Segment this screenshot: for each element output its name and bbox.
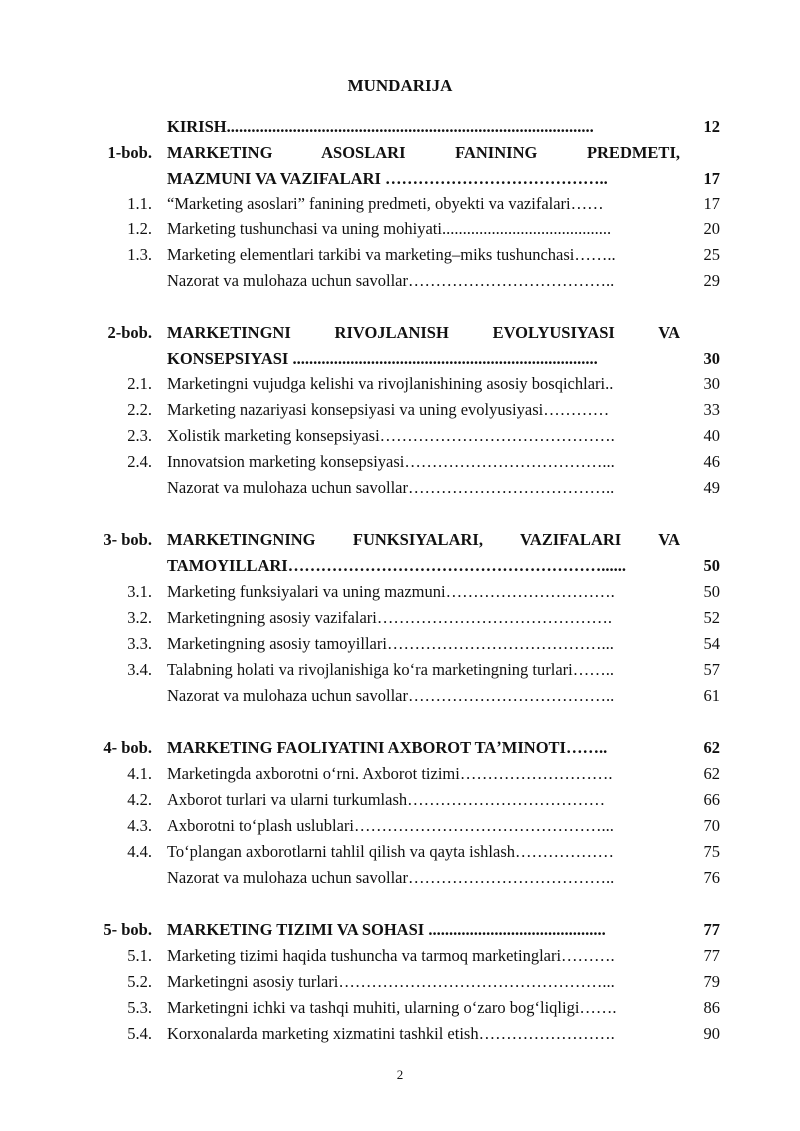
toc-entry-page: 17 bbox=[703, 169, 720, 188]
toc-entry-title: Marketing tizimi haqida tushuncha va tarmoq marketinglari………. bbox=[167, 946, 615, 965]
toc-entry-title: Axborotni toʻplash uslublari………………………………………... bbox=[167, 816, 614, 835]
toc-entry-title: Innovatsion marketing konsepsiyasi………………………………... bbox=[167, 452, 615, 471]
toc-entry-page: 25 bbox=[703, 245, 720, 264]
toc-entry-page: 17 bbox=[703, 194, 720, 213]
toc-entry-number: 3- bob. bbox=[103, 530, 152, 549]
toc-entry-title: Marketingda axborotni oʻrni. Axborot tizimi………………………. bbox=[167, 764, 613, 783]
toc-entry-title: Nazorat va mulohaza uchun savollar……………………………….. bbox=[167, 868, 615, 887]
toc-entry-number: 1-bob. bbox=[107, 143, 152, 162]
toc-entry-title: Marketingni vujudga kelishi va rivojlanishining asosiy bosqichlari.. bbox=[167, 374, 614, 393]
toc-entry-page: 86 bbox=[703, 998, 720, 1017]
toc-entry-number: 2-bob. bbox=[107, 323, 152, 342]
toc-entry-page: 77 bbox=[703, 920, 720, 939]
toc-entry-title: Toʻplangan axborotlarni tahlil qilish va qayta ishlash……………… bbox=[167, 842, 615, 861]
toc-entry-title: Xolistik marketing konsepsiyasi……………………………………. bbox=[167, 426, 615, 445]
toc-entry-number: 5- bob. bbox=[103, 920, 152, 939]
toc-entry-page: 57 bbox=[703, 660, 720, 679]
toc-entry-number: 3.2. bbox=[127, 608, 152, 627]
toc-entry-number: 2.4. bbox=[127, 452, 152, 471]
toc-entry-title: Nazorat va mulohaza uchun savollar……………………………….. bbox=[167, 271, 615, 290]
toc-entry-number: 1.3. bbox=[127, 245, 152, 264]
toc-entry-page: 54 bbox=[703, 634, 720, 653]
toc-entry-title: Marketingni ichki va tashqi muhiti, ularning oʻzaro bogʻliqligi……. bbox=[167, 998, 617, 1017]
toc-entry-title: KIRISH......................................................................................... bbox=[167, 117, 594, 136]
toc-entry-page: 62 bbox=[703, 738, 720, 757]
toc-entry-number: 3.4. bbox=[127, 660, 152, 679]
toc-entry-title: Marketing elementlari tarkibi va marketing–miks tushunchasi…….. bbox=[167, 245, 616, 264]
toc-entry-page: 90 bbox=[703, 1024, 720, 1043]
toc-entry-page: 52 bbox=[703, 608, 720, 627]
toc-entry-page: 40 bbox=[703, 426, 720, 445]
toc-entry-number: 4.3. bbox=[127, 816, 152, 835]
toc-entry-title: Nazorat va mulohaza uchun savollar……………………………….. bbox=[167, 686, 615, 705]
toc-entry-number: 2.3. bbox=[127, 426, 152, 445]
toc-entry-title: Marketingni asosiy turlari…………………………………………... bbox=[167, 972, 615, 991]
toc-entry-number: 2.2. bbox=[127, 400, 152, 419]
toc-entry-title: KONSEPSIYASI .......................................................................... bbox=[167, 349, 598, 368]
toc-entry-title: “Marketing asoslari” fanining predmeti, obyekti va vazifalari…… bbox=[167, 194, 604, 213]
toc-entry-number: 4- bob. bbox=[103, 738, 152, 757]
toc-entry-title: MAZMUNI VA VAZIFALARI ………………………………….. bbox=[167, 169, 608, 188]
toc-entry-title: Nazorat va mulohaza uchun savollar……………………………….. bbox=[167, 478, 615, 497]
toc-entry-page: 30 bbox=[703, 374, 720, 393]
toc-entry-number: 2.1. bbox=[127, 374, 152, 393]
toc-entry-page: 12 bbox=[703, 117, 720, 136]
toc-entry-title: Korxonalarda marketing xizmatini tashkil etish……………………. bbox=[167, 1024, 615, 1043]
toc-entry-number: 4.2. bbox=[127, 790, 152, 809]
toc-entry-title: Marketing nazariyasi konsepsiyasi va uning evolyusiyasi………… bbox=[167, 400, 610, 419]
toc-entry-page: 75 bbox=[703, 842, 720, 861]
page-title: MUNDARIJA bbox=[347, 76, 453, 95]
toc-entry-page: 33 bbox=[703, 400, 720, 419]
toc-entry-title: Marketing tushunchasi va uning mohiyati......................................... bbox=[167, 219, 612, 238]
toc-entry-number: 1.2. bbox=[127, 219, 152, 238]
toc-entry-number: 5.2. bbox=[127, 972, 152, 991]
toc-entry-page: 30 bbox=[703, 349, 720, 368]
toc-entry-page: 79 bbox=[703, 972, 720, 991]
toc-entry-page: 29 bbox=[703, 271, 720, 290]
toc-entry-page: 46 bbox=[703, 452, 720, 471]
toc-entry-page: 50 bbox=[703, 582, 720, 601]
page-number: 2 bbox=[396, 1067, 404, 1082]
toc-entry-page: 50 bbox=[703, 556, 720, 575]
toc-entry-title: Marketingning asosiy vazifalari……………………………………. bbox=[167, 608, 612, 627]
toc-entry-number: 5.3. bbox=[127, 998, 152, 1017]
toc-entry-title: MARKETING FAOLIYATINI AXBOROT TAʼMINOTI…….. bbox=[167, 738, 608, 757]
toc-entry-page: 49 bbox=[703, 478, 720, 497]
toc-entry-title: MARKETING ASOSLARI FANINING PREDMETI, bbox=[167, 143, 680, 162]
toc-entry-title: TAMOYILLARI…………………………………………………...... bbox=[167, 556, 626, 575]
toc-entry-title: MARKETING TIZIMI VA SOHASI ........................................... bbox=[167, 920, 606, 939]
toc-entry-page: 61 bbox=[703, 686, 720, 705]
toc-entry-number: 4.4. bbox=[127, 842, 152, 861]
toc-entry-page: 66 bbox=[703, 790, 720, 809]
toc-entry-title: Axborot turlari va ularni turkumlash……………………………… bbox=[167, 790, 606, 809]
toc-entry-number: 4.1. bbox=[127, 764, 152, 783]
toc-entry-number: 3.3. bbox=[127, 634, 152, 653]
toc-entry-page: 77 bbox=[703, 946, 720, 965]
toc-entry-title: Marketing funksiyalari va uning mazmuni…………………………. bbox=[167, 582, 615, 601]
toc-entry-number: 5.1. bbox=[127, 946, 152, 965]
toc-entry-number: 5.4. bbox=[127, 1024, 152, 1043]
toc-entry-number: 3.1. bbox=[127, 582, 152, 601]
toc-entry-page: 62 bbox=[703, 764, 720, 783]
toc-entry-page: 20 bbox=[703, 219, 720, 238]
toc-entry-number: 1.1. bbox=[127, 194, 152, 213]
toc-entry-page: 70 bbox=[703, 816, 720, 835]
toc-entry-title: Talabning holati va rivojlanishiga koʻra marketingning turlari…….. bbox=[167, 660, 614, 679]
toc-entry-title: Marketingning asosiy tamoyillari…………………………………... bbox=[167, 634, 614, 653]
toc-entry-title: MARKETINGNI RIVOJLANISH EVOLYUSIYASI VA bbox=[167, 323, 680, 342]
toc-entry-title: MARKETINGNING FUNKSIYALARI, VAZIFALARI VA bbox=[167, 530, 680, 549]
toc-entry-page: 76 bbox=[703, 868, 720, 887]
